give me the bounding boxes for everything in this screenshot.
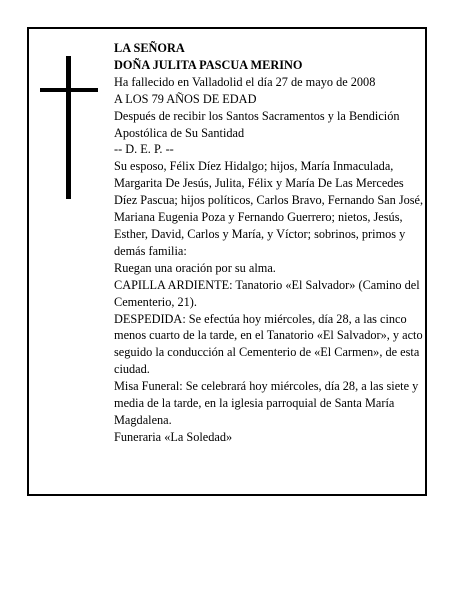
cross-horizontal-bar <box>40 88 98 92</box>
death-announcement: Ha fallecido en Valladolid el día 27 de mayo de 2008 <box>114 74 376 89</box>
sacraments-line: Después de recibir los Santos Sacramentos y la Bendición Apostólica de Su Santidad <box>114 108 400 140</box>
cross-vertical-bar <box>66 56 71 199</box>
funeral-home: Funeraria «La Soledad» <box>114 429 233 444</box>
farewell-info: DESPEDIDA: Se efectúa hoy miércoles, día 28, a las cinco menos cuarto de la tarde, en el Tanatorio «El Salvador», y acto seguido la conducción al Cementerio de «El Carmen», de esta ciudad. <box>114 311 423 377</box>
rip-line: -- D. E. P. -- <box>114 142 174 157</box>
notice-title: LA SEÑORA <box>114 41 185 55</box>
family-list: Su esposo, Félix Díez Hidalgo; hijos, María Inmaculada, Margarita De Jesús, Julita, Félix y María De Las Mercedes Díez Pascua; hijos políticos, Carlos Bravo, Fernando San José, Mariana Eugenia Poza y Fernando Guerrero; nietos, Jesús, Esther, David, Carlos y María, y Víctor; sobrinos, primos y demás familia: <box>114 159 424 258</box>
notice-text <box>114 40 426 446</box>
prayer-request: Ruegan una oración por su alma. <box>114 260 276 275</box>
deceased-name: DOÑA JULITA PASCUA MERINO <box>114 57 303 72</box>
obituary-notice <box>27 27 427 496</box>
chapel-info: CAPILLA ARDIENTE: Tanatorio «El Salvador» (Camino del Cementerio, 21). <box>114 277 420 309</box>
cross-icon <box>40 56 98 199</box>
age-line: A LOS 79 AÑOS DE EDAD <box>114 91 257 106</box>
funeral-mass-info: Misa Funeral: Se celebrará hoy miércoles, día 28, a las siete y media de la tarde, en la iglesia parroquial de Santa María Magdalena. <box>114 379 419 427</box>
